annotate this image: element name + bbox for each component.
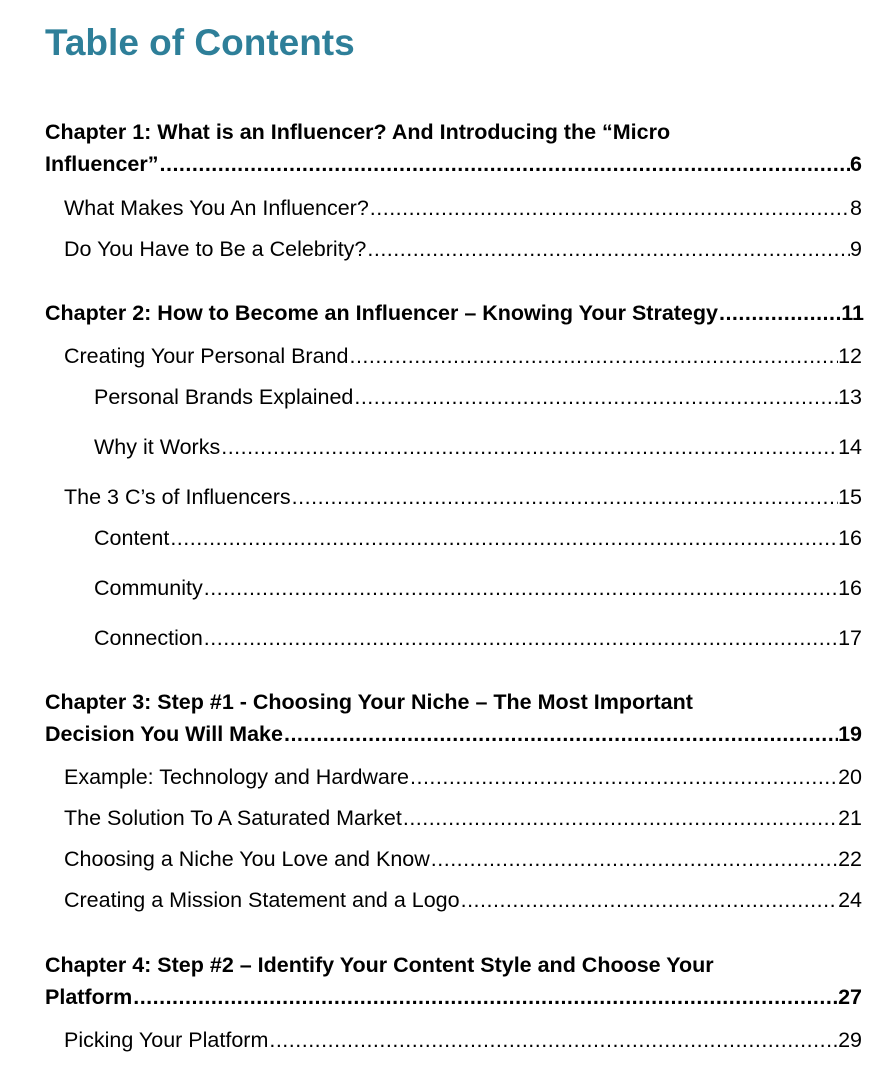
toc-entry[interactable] — [64, 884, 862, 916]
toc-leader-dots — [203, 572, 838, 604]
toc-entry[interactable] — [94, 381, 862, 413]
toc-entry[interactable] — [64, 761, 862, 793]
toc-page-number: 19 — [838, 722, 862, 746]
toc-leader-dots — [409, 761, 838, 793]
toc-entry-text: Picking Your Platform — [64, 1028, 269, 1052]
toc-page-number: 16 — [838, 526, 862, 550]
toc-entry-chapter-4[interactable] — [45, 949, 862, 1013]
toc-leader-dots — [366, 233, 850, 265]
toc-leader-dots — [132, 981, 838, 1013]
toc-entry-chapter-1[interactable] — [45, 116, 862, 180]
toc-leader-dots — [291, 481, 838, 513]
toc-page-number: 22 — [838, 847, 862, 871]
toc-entry-chapter-3[interactable] — [45, 686, 862, 750]
toc-leader-dots — [430, 843, 838, 875]
toc-leader-dots — [460, 884, 838, 916]
toc-entry[interactable] — [64, 843, 862, 875]
toc-entry[interactable] — [64, 233, 862, 265]
toc-entry[interactable] — [94, 622, 862, 654]
toc-page-number: 24 — [838, 888, 862, 912]
toc-leader-dots — [283, 718, 838, 750]
toc-page-number: 6 — [850, 152, 862, 176]
toc-leader-dots — [159, 148, 851, 180]
toc-entry[interactable] — [94, 431, 862, 463]
toc-entry-chapter-2[interactable] — [45, 297, 864, 329]
toc-page-number: 9 — [850, 237, 862, 261]
toc-entry-text-line1: Chapter 1: What is an Influencer? And Introducing the “Micro — [45, 120, 671, 144]
toc-page-number: 11 — [841, 301, 864, 325]
toc-page-number: 27 — [838, 985, 862, 1009]
toc-entry-text: Choosing a Niche You Love and Know — [64, 847, 430, 871]
toc-entry-text: What Makes You An Influencer? — [64, 196, 369, 220]
toc-entry[interactable] — [94, 522, 862, 554]
toc-page-number: 17 — [838, 626, 862, 650]
toc-entry-text: Creating a Mission Statement and a Logo — [64, 888, 460, 912]
toc-leader-dots — [353, 381, 838, 413]
toc-page-number: 16 — [838, 576, 862, 600]
toc-page-number: 14 — [838, 435, 862, 459]
page-title: Table of Contents — [45, 22, 355, 63]
toc-entry-text: Influencer” — [45, 152, 159, 176]
toc-leader-dots — [220, 431, 838, 463]
toc-page-number: 12 — [838, 344, 862, 368]
toc-page-number: 13 — [838, 385, 862, 409]
toc-entry-text: Creating Your Personal Brand — [64, 344, 349, 368]
toc-entry-text: Why it Works — [94, 435, 221, 459]
toc-entry[interactable] — [64, 802, 862, 834]
toc-entry[interactable] — [64, 340, 862, 372]
toc-entry-text: The Solution To A Saturated Market — [64, 806, 402, 830]
toc-entry-text-line1: Chapter 4: Step #2 – Identify Your Content Style and Choose Your — [45, 953, 714, 977]
toc-entry-text: Do You Have to Be a Celebrity? — [64, 237, 367, 261]
toc-entry[interactable] — [64, 192, 862, 224]
toc-leader-dots — [718, 297, 841, 329]
toc-entry-text: Community — [94, 576, 203, 600]
toc-page-number: 29 — [838, 1028, 862, 1052]
toc-leader-dots — [268, 1024, 838, 1056]
toc-entry-text-line1: Chapter 3: Step #1 - Choosing Your Niche – The Most Important — [45, 690, 693, 714]
toc-page-number: 21 — [838, 806, 862, 830]
toc-page-number: 15 — [838, 485, 862, 509]
toc-entry-text: Chapter 2: How to Become an Influencer – Knowing Your Strategy — [45, 301, 718, 325]
toc-page-number: 8 — [850, 196, 862, 220]
toc-page-number: 20 — [838, 765, 862, 789]
toc-leader-dots — [369, 192, 850, 224]
toc-leader-dots — [169, 522, 838, 554]
toc-entry-text: The 3 C’s of Influencers — [64, 485, 291, 509]
toc-entry[interactable] — [64, 1024, 862, 1056]
toc-entry-text: Connection — [94, 626, 203, 650]
toc-entry-text: Example: Technology and Hardware — [64, 765, 409, 789]
toc-leader-dots — [402, 802, 838, 834]
toc-entry[interactable] — [64, 481, 862, 513]
toc-entry-text: Platform — [45, 985, 133, 1009]
toc-leader-dots — [203, 622, 838, 654]
toc-entry-text: Decision You Will Make — [45, 722, 283, 746]
toc-entry[interactable] — [94, 572, 862, 604]
toc-entry-text: Content — [94, 526, 170, 550]
toc-entry-text: Personal Brands Explained — [94, 385, 354, 409]
toc-leader-dots — [348, 340, 838, 372]
